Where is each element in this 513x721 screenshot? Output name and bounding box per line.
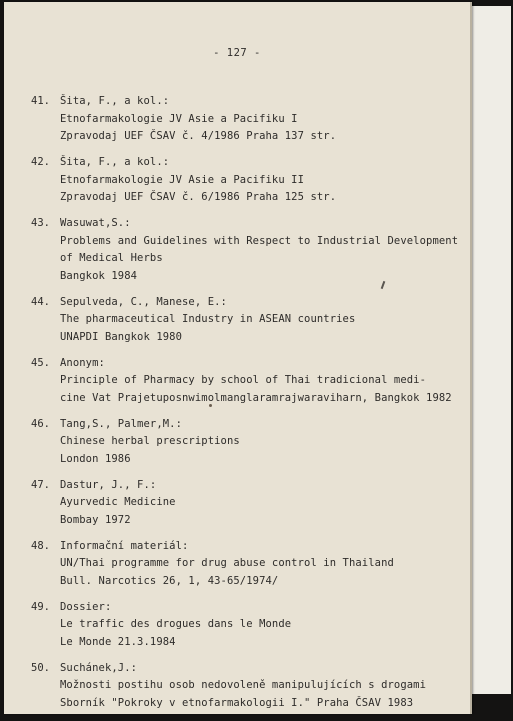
paper-speck <box>209 404 212 407</box>
reference-title-cont: of Medical Herbs <box>60 252 163 264</box>
reference-source: Zpravodaj UEF ČSAV č. 4/1986 Praha 137 str. <box>60 130 337 142</box>
reference-number: 50. <box>31 661 50 674</box>
reference-title: Problems and Guidelines with Respect to Industrial Development <box>60 234 459 247</box>
reference-list <box>4 93 470 721</box>
reference-source: Zpravodaj UEF ČSAV č. 6/1986 Praha 125 str. <box>60 191 337 203</box>
reference-number: 49. <box>31 600 50 613</box>
reference-title: Principle of Pharmacy by school of Thai tradicional medi- <box>60 374 427 386</box>
reference-source: Sborník "Pokroky v etnofarmakologii I." Praha ČSAV 1983 <box>60 696 414 709</box>
reference-source: Bull. Narcotics 26, 1, 43-65/1974/ <box>60 574 279 587</box>
reference-author: Tang,S., Palmer,M.: <box>60 417 183 430</box>
reference-author: Wasuwat,S.: <box>60 217 131 229</box>
reference-author: Anonym: <box>60 356 105 369</box>
reference-item <box>4 294 470 347</box>
reference-author: Sepulveda, C., Manese, E.: <box>60 295 227 308</box>
reference-number: 47. <box>31 478 50 491</box>
reference-title: Chinese herbal prescriptions <box>60 435 240 447</box>
reference-title: The pharmaceutical Industry in ASEAN countries <box>60 313 356 325</box>
reference-item <box>4 93 470 146</box>
reference-number: 46. <box>31 417 50 430</box>
reference-title: Ayurvedic Medicine <box>60 496 176 508</box>
reference-source: Le Monde 21.3.1984 <box>60 635 176 648</box>
reference-number: 43. <box>31 217 50 229</box>
reference-author: Šita, F., a kol.: <box>60 95 170 107</box>
reference-author: Informační materiál: <box>60 539 189 552</box>
reference-author: Dossier: <box>60 600 112 613</box>
reference-author: Suchánek,J.: <box>60 661 138 674</box>
reference-author: Šita, F., a kol.: <box>60 156 170 168</box>
reference-item <box>4 660 470 713</box>
reference-title: UN/Thai programme for drug abuse control in Thailand <box>60 557 394 569</box>
reference-source: London 1986 <box>60 452 131 465</box>
reference-number: 41. <box>31 95 50 107</box>
reference-source: UNAPDI Bangkok 1980 <box>60 330 183 343</box>
reference-number: 45. <box>31 356 50 369</box>
reference-title: Etnofarmakologie JV Asie a Pacifiku II <box>60 173 305 186</box>
reference-number: 48. <box>31 539 50 552</box>
reference-item <box>4 477 470 530</box>
reference-source: Bangkok 1984 <box>60 269 138 282</box>
reference-number: 44. <box>31 295 50 308</box>
reference-title: Le traffic des drogues dans le Monde <box>60 618 292 630</box>
reference-item <box>4 416 470 469</box>
reference-title: Možnosti postihu osob nedovoleně manipulujících s drogami <box>60 679 427 691</box>
reference-number: 42. <box>31 156 50 168</box>
reference-item <box>4 538 470 591</box>
reference-item <box>4 154 470 207</box>
reference-title-cont: cine Vat Prajetuposnwimolmanglaramrajwaraviharn, Bangkok 1982 <box>60 391 452 404</box>
reference-item <box>4 355 470 408</box>
reference-source: Bombay 1972 <box>60 513 131 526</box>
reference-item <box>4 599 470 652</box>
reference-title: Etnofarmakologie JV Asie a Pacifiku I <box>60 112 298 125</box>
document-page <box>4 2 472 714</box>
reference-item <box>4 215 470 285</box>
page-number: - 127 - <box>213 47 261 59</box>
reference-author: Dastur, J., F.: <box>60 478 157 491</box>
